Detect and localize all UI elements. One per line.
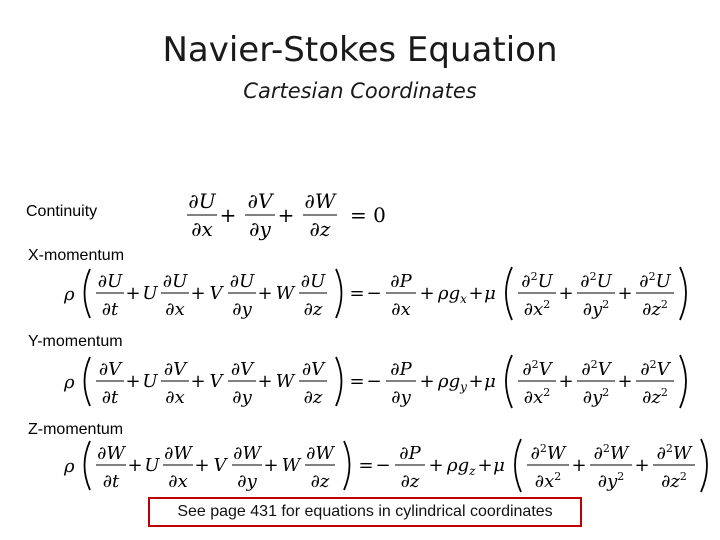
svg-text:∂2V: ∂$^2$V [522,358,552,380]
svg-text:+: + [571,455,587,476]
svg-text:V: V [209,371,223,392]
continuity-equation [180,188,390,244]
svg-text:∂x2: $\partial x^2$ [523,298,551,320]
svg-text:∂t: ∂t [102,471,120,492]
svg-text:∂x: ∂x [165,299,185,320]
svg-text:∂y2: $\partial y^2$ [582,298,610,320]
svg-text:U: U [144,455,160,476]
svg-text:ρgz: $\rho g_z$ [447,455,476,478]
svg-text:∂2W: ∂$^2$W [593,442,629,464]
svg-text:+: + [617,371,633,392]
svg-text:W: W [275,283,295,304]
svg-text:∂z: ∂z [303,299,323,320]
svg-text:V: V [213,455,227,476]
svg-text:=: = [358,455,374,476]
slide-title: Navier-Stokes Equation [162,30,558,70]
svg-text:W: W [281,455,301,476]
svg-text:∂2U: ∂$^2$U [580,270,612,292]
svg-text:∂z2: $\partial z^2$ [661,470,687,492]
svg-text:∂z2: $\partial z^2$ [642,298,668,320]
z-momentum-equation [58,436,718,496]
svg-text:+: + [125,371,141,392]
svg-text:μ: μ [484,371,496,392]
svg-text:μ: μ [493,455,505,476]
cylindrical-note-box [148,497,582,527]
svg-text:−: − [375,455,391,476]
svg-text:∂z: ∂z [309,217,331,241]
svg-text:∂z: ∂z [310,471,330,492]
svg-text:ρ: ρ [64,284,75,305]
svg-text:∂V: ∂V [230,359,254,380]
svg-text:∂2V: ∂$^2$V [581,358,611,380]
svg-text:∂W: ∂W [306,443,334,464]
svg-text:ρgx: $\rho g_x$ [438,283,467,306]
svg-text:ρ: ρ [64,372,75,393]
svg-text:+: + [558,371,574,392]
svg-text:+: + [419,371,435,392]
svg-text:+: + [219,203,237,227]
svg-text:∂U: ∂U [300,271,326,292]
svg-text:∂W: ∂W [233,443,261,464]
svg-text:+: + [190,371,206,392]
svg-text:∂z: ∂z [400,471,420,492]
svg-text:W: W [275,371,295,392]
svg-text:∂x: ∂x [191,217,213,241]
svg-text:U: U [142,283,158,304]
svg-text:∂z: ∂z [303,387,323,408]
svg-text:+: + [263,455,279,476]
svg-text:∂P: ∂P [399,443,421,464]
svg-text:+: + [634,455,650,476]
svg-text:∂U: ∂U [97,271,123,292]
svg-text:∂V: ∂V [247,189,273,213]
svg-text:+: + [428,455,444,476]
cylindrical-note-text: See page 431 for equations in cylindrical coordinates [177,503,553,520]
svg-text:μ: μ [484,283,496,304]
svg-text:∂W: ∂W [97,443,125,464]
svg-text:+: + [257,371,273,392]
svg-text:∂x: ∂x [168,471,188,492]
svg-text:∂U: ∂U [229,271,255,292]
svg-text:∂W: ∂W [164,443,192,464]
svg-text:∂x2: $\partial x^2$ [534,470,562,492]
svg-text:+: + [617,283,633,304]
z-momentum-label: Z-momentum [28,421,124,438]
svg-text:∂P: ∂P [390,271,412,292]
svg-text:∂W: ∂W [304,189,336,213]
svg-text:=: = [349,371,365,392]
svg-text:+: + [419,283,435,304]
svg-text:+: + [468,371,484,392]
svg-text:∂x: ∂x [165,387,185,408]
svg-text:+: + [257,283,273,304]
continuity-label: Continuity [26,203,98,220]
svg-text:+: + [194,455,210,476]
svg-text:∂y: ∂y [391,387,411,408]
svg-text:+: + [125,283,141,304]
svg-text:∂y: ∂y [232,387,252,408]
svg-text:+: + [277,203,295,227]
slide-subtitle: Cartesian Coordinates [243,79,477,103]
svg-text:∂2U: ∂$^2$U [521,270,553,292]
svg-text:∂2V: ∂$^2$V [640,358,670,380]
svg-text:∂2U: ∂$^2$U [639,270,671,292]
svg-text:−: − [366,283,382,304]
svg-text:+: + [468,283,484,304]
svg-text:U: U [142,371,158,392]
svg-text:∂V: ∂V [301,359,325,380]
svg-text:∂x2: $\partial x^2$ [523,386,551,408]
y-momentum-label: Y-momentum [28,333,123,350]
svg-text:+: + [127,455,143,476]
svg-text:∂U: ∂U [188,189,216,213]
svg-text:∂t: ∂t [101,299,119,320]
svg-text:∂V: ∂V [98,359,122,380]
y-momentum-equation [58,352,698,412]
svg-text:∂V: ∂V [163,359,187,380]
svg-text:∂z2: $\partial z^2$ [642,386,668,408]
svg-text:ρgy: $\rho g_y$ [438,371,467,394]
svg-text:= 0: = 0 [350,203,386,227]
svg-text:∂y2: $\partial y^2$ [582,386,610,408]
svg-text:V: V [209,283,223,304]
svg-text:+: + [477,455,493,476]
svg-text:+: + [190,283,206,304]
svg-text:∂P: ∂P [390,359,412,380]
x-momentum-equation [58,264,698,324]
svg-text:∂y2: $\partial y^2$ [597,470,625,492]
svg-text:∂2W: ∂$^2$W [656,442,692,464]
x-momentum-label: X-momentum [28,247,125,264]
svg-text:∂2W: ∂$^2$W [530,442,566,464]
svg-text:∂t: ∂t [101,387,119,408]
svg-text:∂y: ∂y [249,217,271,241]
svg-text:ρ: ρ [64,456,75,477]
svg-text:−: − [366,371,382,392]
svg-text:∂y: ∂y [232,299,252,320]
svg-text:=: = [349,283,365,304]
svg-text:∂y: ∂y [237,471,257,492]
svg-text:∂U: ∂U [162,271,188,292]
svg-text:+: + [558,283,574,304]
svg-text:∂x: ∂x [391,299,411,320]
